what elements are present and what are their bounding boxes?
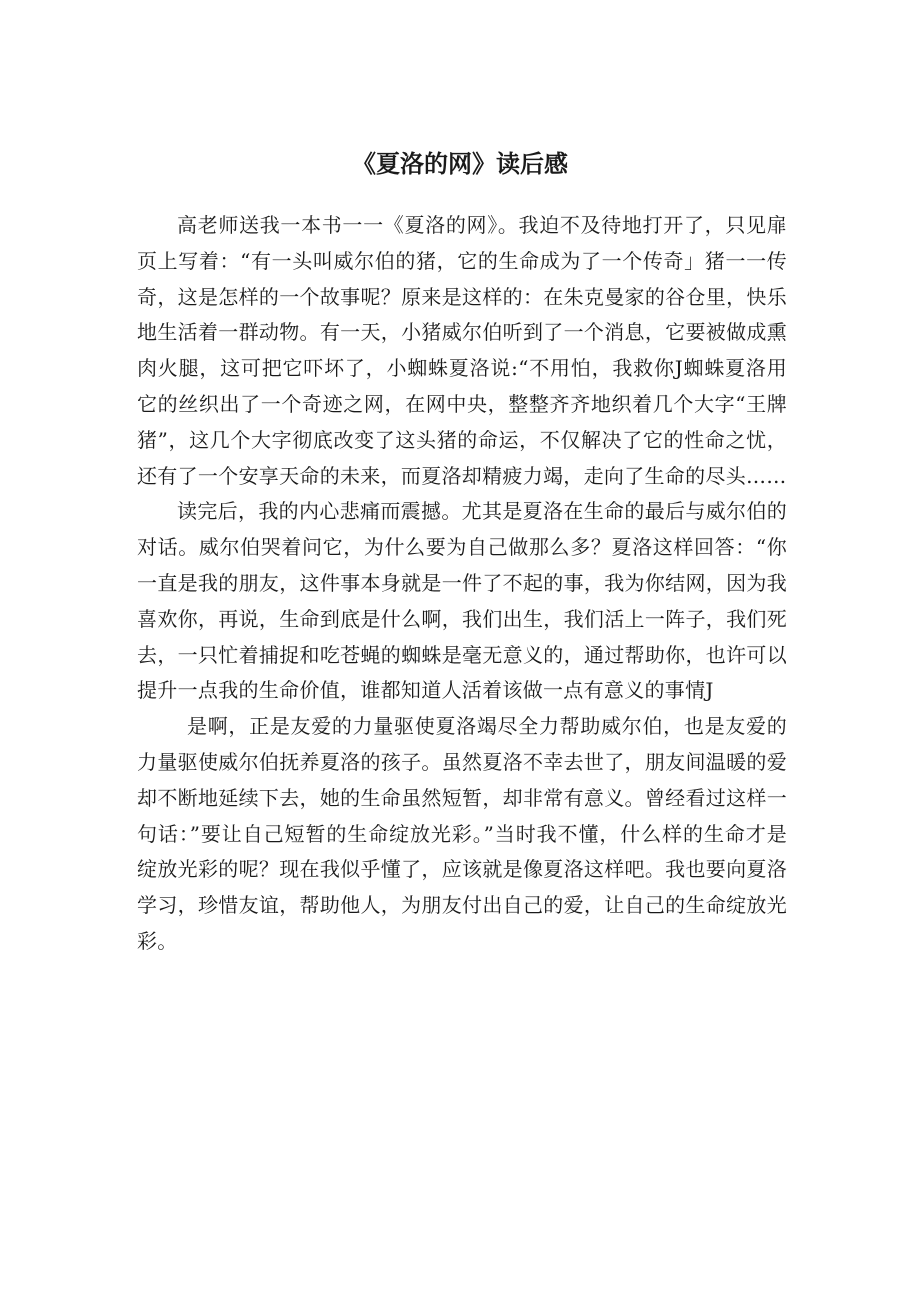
document-body (137, 208, 787, 960)
paragraph-2: 读完后，我的内心悲痛而震撼。尤其是夏洛在生命的最后与威尔伯的对话。威尔伯哭着问它，为什么要为自己做那么多？夏洛这样回答：“你一直是我的朋友，这件事本身就是一件了不起的事，我为你结网，因为我喜欢你，再说，生命到底是什么啊，我们出生，我们活上一阵子，我们死去，一只忙着捕捉和吃苍蝇的蜘蛛是毫无意义的，通过帮助你，也许可以提升一点我的生命价值，谁都知道人活着该做一点有意义的事情J (137, 499, 787, 703)
paragraph-3: 是啊，正是友爱的力量驱使夏洛竭尽全力帮助威尔伯，也是友爱的力量驱使威尔伯抚养夏洛的孩子。虽然夏洛不幸去世了，朋友间温暖的爱却不断地延续下去，她的生命虽然短暂，却非常有意义。曾经看过这样一句话：”要让自己短暂的生命绽放光彩。”当时我不懂，什么样的生命才是绽放光彩的呢？现在我似乎懂了，应该就是像夏洛这样吧。我也要向夏洛学习，珍惜友谊，帮助他人，为朋友付出自己的爱，让自己的生命绽放光彩。 (137, 714, 787, 953)
paragraph-1: 高老师送我一本书一一《夏洛的网》。我迫不及待地打开了，只见扉页上写着：“有一头叫威尔伯的猪，它的生命成为了一个传奇」猪一一传奇，这是怎样的一个故事呢？原来是这样的：在朱克曼家的谷仓里，快乐地生活着一群动物。有一天，小猪威尔伯听到了一个消息，它要被做成熏肉火腿，这可把它吓坏了，小蜘蛛夏洛说:“不用怕，我救你J蜘蛛夏洛用它的丝织出了一个奇迹之网，在网中央，整整齐齐地织着几个大字“王牌猪”，这几个大字彻底改变了这头猪的命运，不仅解决了它的性命之忧，还有了一个安享天命的未来，而夏洛却精疲力竭，走向了生命的尽头…… (137, 213, 787, 488)
document-title: 《夏洛的网》读后感 (352, 150, 568, 178)
